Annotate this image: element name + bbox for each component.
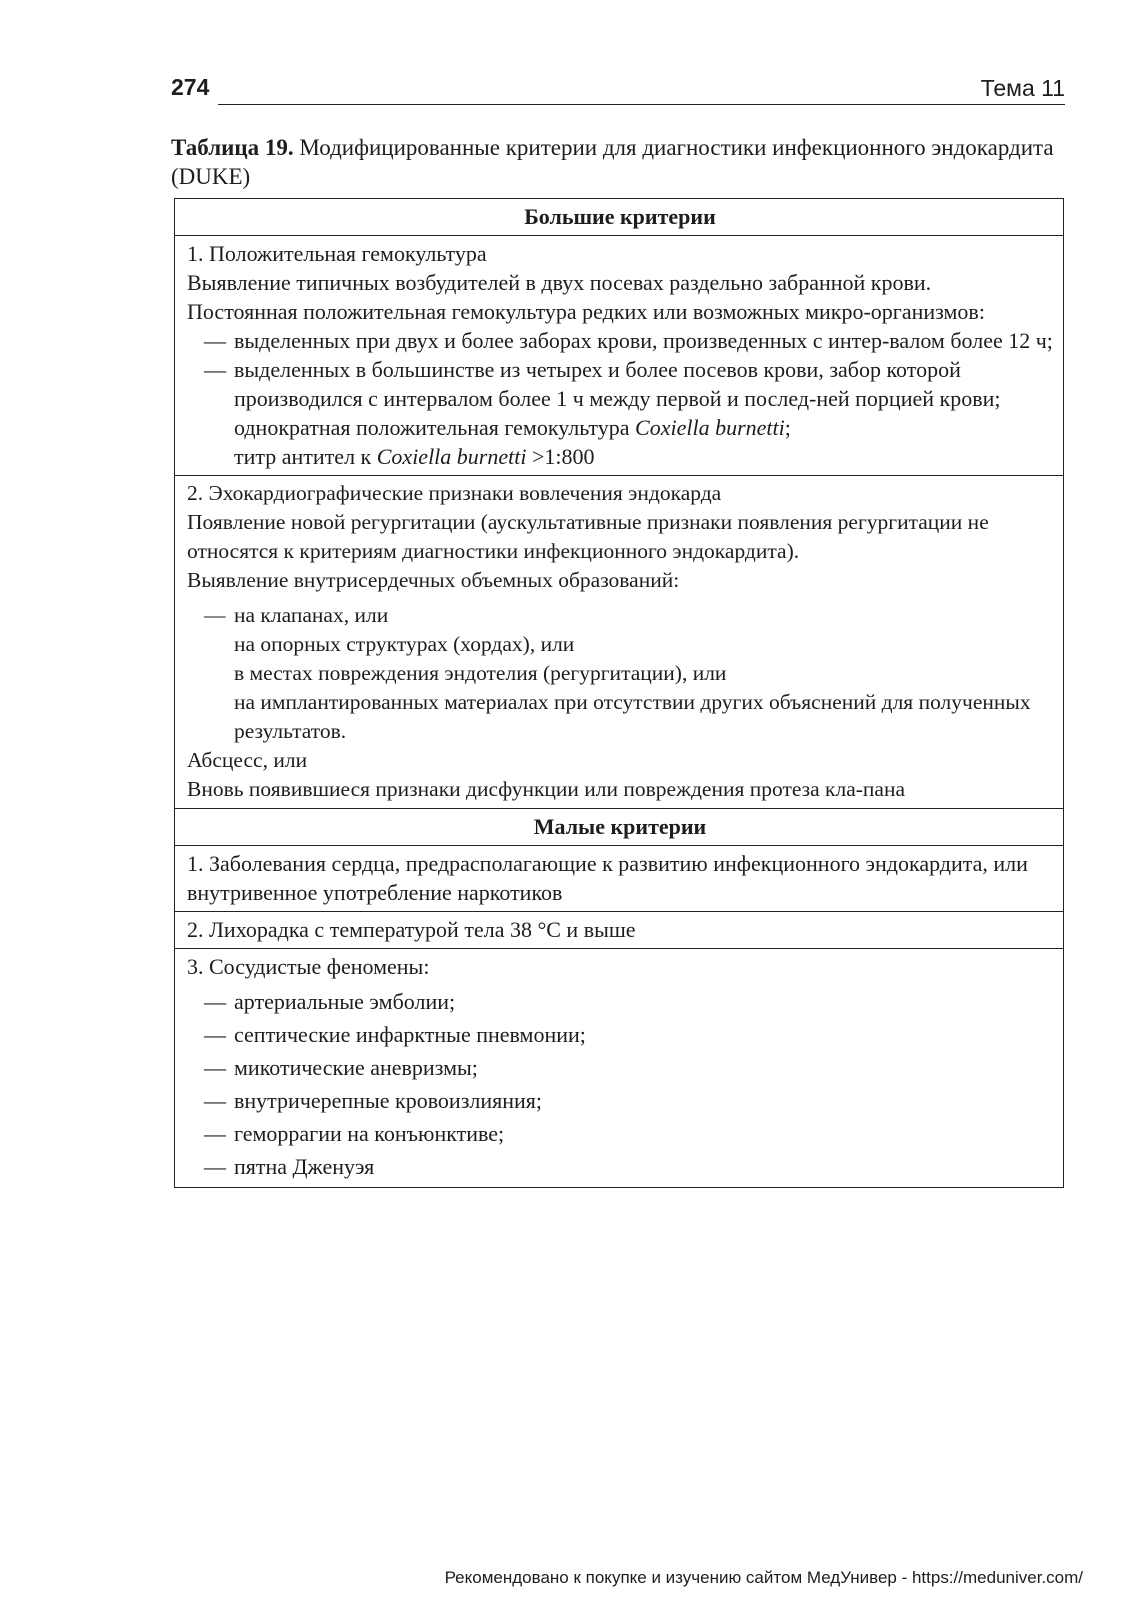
list-item-continuation: в местах повреждения эндотелия (регургитации), или — [234, 661, 727, 685]
list-item: — выделенных в большинстве из четырех и более посевов крови, забор которой производился с интервалом более 1 ч между первой и послед-ней порцией крови; — [187, 355, 1053, 413]
major-criterion-1-p2: Постоянная положительная гемокультура редких или возможных микро-организмов: — [187, 299, 985, 324]
major-criterion-1-title: 1. Положительная гемокультура — [187, 241, 487, 266]
major-criterion-1 — [175, 236, 1064, 476]
list-item: — артериальные эмболии; — [187, 985, 1053, 1018]
minor-criterion-3-title: 3. Сосудистые феномены: — [187, 954, 430, 979]
footer-note: Рекомендовано к покупке и изучению сайтом МедУнивер - https://meduniver.com/ — [444, 1568, 1083, 1587]
major-criterion-2-title: 2. Эхокардиографические признаки вовлечения эндокарда — [187, 481, 722, 505]
major-criterion-2-p2: Выявление внутрисердечных объемных образований: — [187, 568, 680, 592]
list-item: — микотические аневризмы; — [187, 1051, 1053, 1084]
header-rule — [218, 104, 1065, 105]
major-heading-row — [175, 199, 1064, 236]
list-item: — септические инфарктные пневмонии; — [187, 1018, 1053, 1051]
list-item: — внутричерепные кровоизлияния; — [187, 1084, 1053, 1117]
minor-criterion-2-row — [175, 912, 1064, 949]
punctuation: ; — [784, 415, 791, 440]
coxiella-titer-text: титр антител к — [234, 444, 377, 469]
page-header — [171, 74, 1065, 108]
list-item: — на клапанах, или — [187, 601, 1053, 630]
criteria-table — [174, 198, 1064, 1188]
table-caption-label: Таблица 19. — [171, 135, 294, 160]
coxiella-culture-line — [187, 413, 1053, 442]
list-item: — пятна Дженуэя — [187, 1150, 1053, 1183]
major-criterion-2 — [175, 476, 1064, 809]
topic-label: Тема 11 — [980, 75, 1065, 101]
list-item-continuation: на имплантированных материалах при отсутствии других объяснений для полученных результатов. — [234, 690, 1031, 743]
coxiella-culture-text: однократная положительная гемокультура — [234, 415, 636, 440]
major-criterion-2-p3: Абсцесс, или — [187, 748, 308, 772]
list-item: — выделенных при двух и более заборах крови, произведенных с интер-валом более 12 ч; — [187, 326, 1053, 355]
table-caption — [171, 133, 1071, 191]
major-criterion-2-p1: Появление новой регургитации (аускультативные признаки появления регургитации не относятся к критериям диагностики инфекционного эндокардита). — [187, 510, 989, 563]
minor-criterion-3-row — [175, 949, 1064, 1188]
minor-criterion-1-row — [175, 846, 1064, 912]
minor-criterion-2: 2. Лихорадка с температурой тела 38 °С и выше — [175, 912, 1064, 949]
species-name: Coxiella burnetti — [376, 444, 527, 469]
list-item: — геморрагии на конъюнктиве; — [187, 1117, 1053, 1150]
page-number: 274 — [171, 74, 210, 100]
coxiella-titer-line — [187, 442, 1053, 471]
species-name: Coxiella burnetti — [635, 415, 785, 440]
titer-value: >1:800 — [526, 444, 595, 469]
major-criterion-2-p4: Вновь появившиеся признаки дисфункции или повреждения протеза кла-пана — [187, 777, 906, 801]
minor-criterion-3 — [175, 949, 1064, 1188]
major-criterion-2-row — [175, 476, 1064, 809]
list-item-continuation: на опорных структурах (хордах), или — [234, 632, 575, 656]
major-criterion-1-row — [175, 236, 1064, 476]
minor-heading-row — [175, 809, 1064, 846]
table-caption-text: Модифицированные критерии для диагностики инфекционного эндокардита (DUKE) — [171, 135, 1054, 189]
minor-criterion-1: 1. Заболевания сердца, предрасполагающие к развитию инфекционного эндокардита, или внутривенное употребление наркотиков — [175, 846, 1064, 912]
major-criterion-1-p1: Выявление типичных возбудителей в двух посевах раздельно забранной крови. — [187, 270, 932, 295]
minor-criteria-heading: Малые критерии — [175, 809, 1064, 846]
major-criteria-heading: Большие критерии — [175, 199, 1064, 236]
